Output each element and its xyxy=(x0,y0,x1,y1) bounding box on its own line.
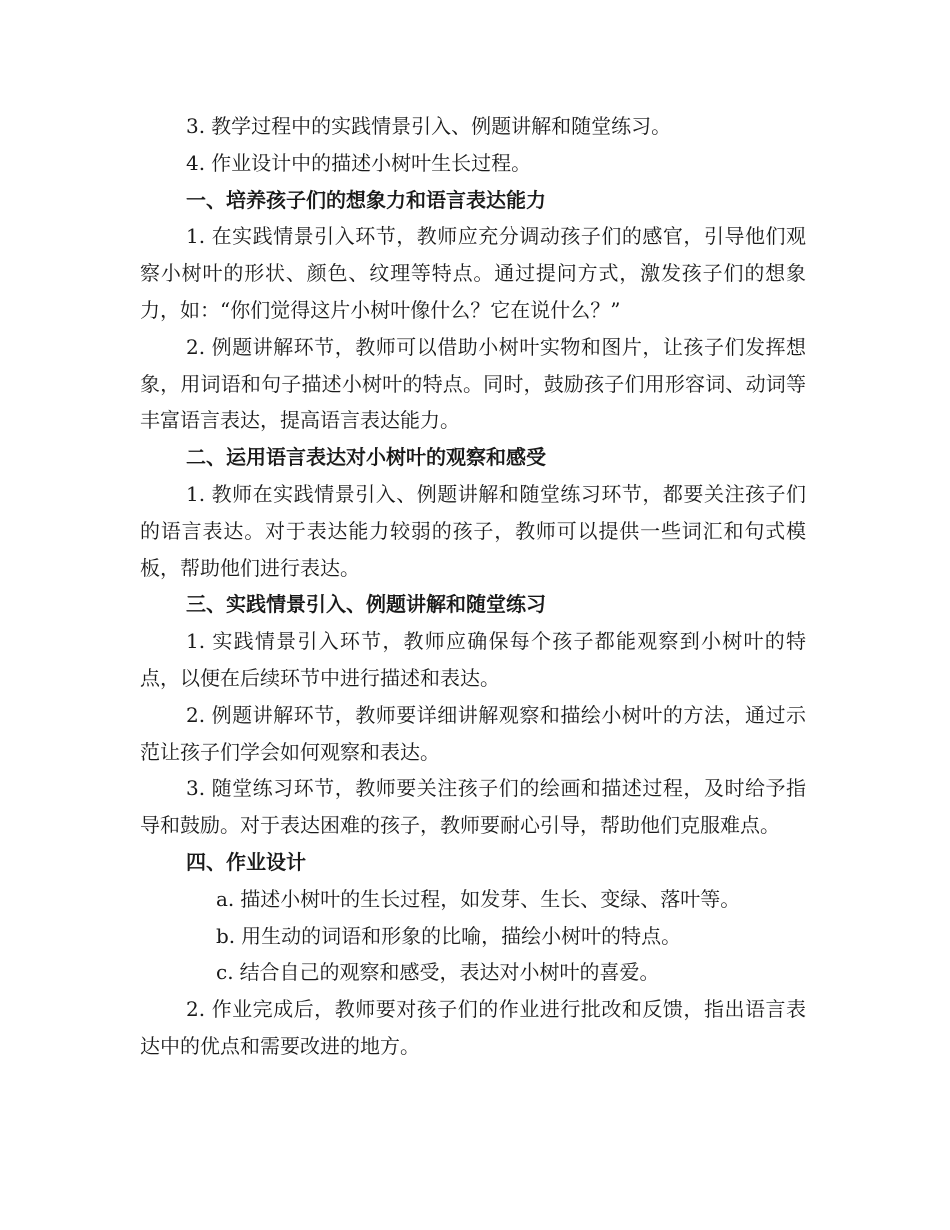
section3-item-2 xyxy=(140,697,806,771)
item-number: 1. xyxy=(186,224,206,249)
item-number: 1. xyxy=(186,629,206,654)
item-text: 作业完成后，教师要对孩子们的作业进行批改和反馈，指出语言表达中的优点和需要改进的地方。 xyxy=(140,997,806,1058)
item-text: 实践情景引入环节，教师应确保每个孩子都能观察到小树叶的特点，以便在后续环节中进行描述和表达。 xyxy=(140,629,806,690)
section4-sub-item-b xyxy=(140,918,806,955)
item-number: a. xyxy=(216,886,235,911)
item-number: 1. xyxy=(186,481,206,506)
item-number: 3. xyxy=(186,776,206,801)
item-text: 例题讲解环节，教师要详细讲解观察和描绘小树叶的方法，通过示范让孩子们学会如何观察和表达。 xyxy=(140,702,806,764)
item-text: 作业设计中的描述小树叶生长过程。 xyxy=(211,150,532,175)
section2-item-1 xyxy=(140,476,806,586)
section4-item-2 xyxy=(140,991,806,1065)
item-text: 描述小树叶的生长过程，如发芽、生长、变绿、落叶等。 xyxy=(240,886,741,911)
intro-item-3 xyxy=(140,108,806,145)
item-text: 教师在实践情景引入、例题讲解和随堂练习环节，都要关注孩子们的语言表达。对于表达能力较弱的孩子，教师可以提供一些词汇和句式模板，帮助他们进行表达。 xyxy=(140,481,806,580)
item-number: 3. xyxy=(186,114,206,138)
item-number: 2. xyxy=(186,997,206,1022)
section3-item-3 xyxy=(140,770,806,844)
section3-item-1 xyxy=(140,623,806,697)
item-number: 2. xyxy=(186,702,206,727)
document-body xyxy=(140,108,806,1065)
item-number: 2. xyxy=(186,334,206,359)
item-text: 随堂练习环节，教师要关注孩子们的绘画和描述过程，及时给予指导和鼓励。对于表达困难的孩子，教师要耐心引导，帮助他们克服难点。 xyxy=(140,776,806,838)
item-number: 4. xyxy=(186,150,206,175)
section2-heading: 二、运用语言表达对小树叶的观察和感受 xyxy=(186,445,546,470)
section1-item-2 xyxy=(140,329,806,439)
item-text: 用生动的词语和形象的比喻，描绘小树叶的特点。 xyxy=(241,923,682,948)
section1-heading: 一、培养孩子们的想象力和语言表达能力 xyxy=(186,187,546,212)
section4-sub-item-a xyxy=(140,881,806,918)
section1-item-1 xyxy=(140,218,806,328)
item-text: 在实践情景引入环节，教师应充分调动孩子们的感官，引导他们观察小树叶的形状、颜色、纹理等特点。通过提问方式，激发孩子们的想象力，如：“你们觉得这片小树叶像什么？它在说什么？” xyxy=(140,224,806,322)
item-number: b. xyxy=(216,923,236,948)
item-text: 例题讲解环节，教师可以借助小树叶实物和图片，让孩子们发挥想象，用词语和句子描述小树叶的特点。同时，鼓励孩子们用形容词、动词等丰富语言表达，提高语言表达能力。 xyxy=(140,334,806,433)
intro-item-4 xyxy=(140,145,806,182)
item-number: c. xyxy=(216,960,234,985)
section4-sub-item-c xyxy=(140,954,806,991)
section3-heading: 三、实践情景引入、例题讲解和随堂练习 xyxy=(186,592,546,617)
item-text: 教学过程中的实践情景引入、例题讲解和随堂练习。 xyxy=(211,114,672,138)
item-text: 结合自己的观察和感受，表达对小树叶的喜爱。 xyxy=(239,960,660,985)
section4-heading: 四、作业设计 xyxy=(186,849,306,874)
